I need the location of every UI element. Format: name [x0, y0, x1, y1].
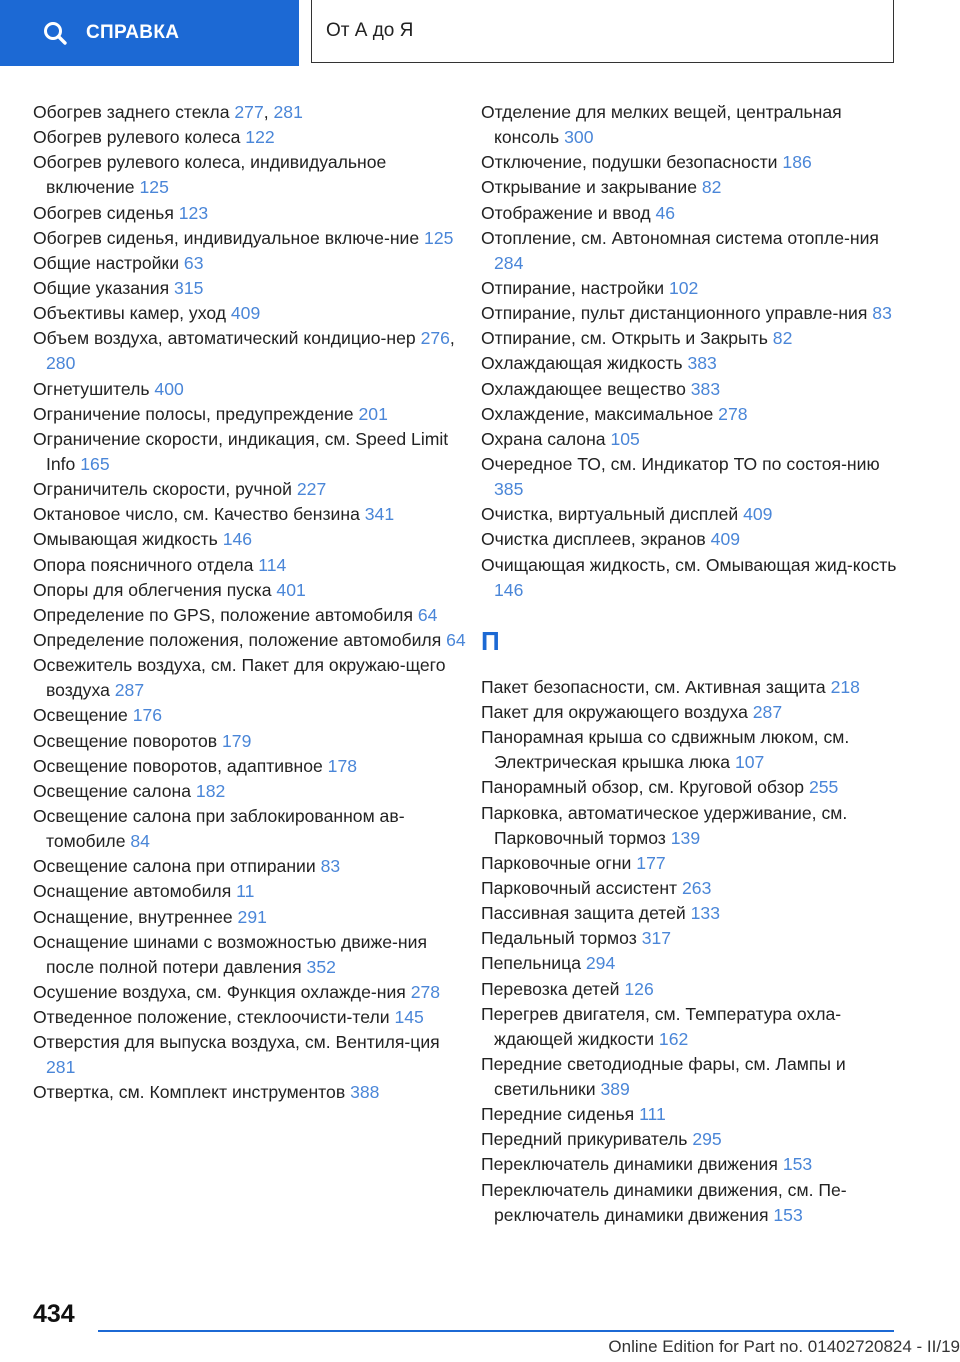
index-entry: [481, 851, 901, 876]
index-entry: [481, 553, 901, 603]
page-reference-link[interactable]: 102: [668, 277, 699, 298]
index-entry: [481, 951, 901, 976]
page-reference-link[interactable]: 46: [655, 202, 676, 223]
page-reference-link[interactable]: 281: [46, 1057, 76, 1078]
index-entry-term: Парковка, автоматическое удерживание, см. Парковочный тормоз: [481, 802, 848, 848]
index-entry: [33, 854, 473, 879]
index-entry-term: Отображение и ввод: [481, 202, 651, 223]
page-reference-link[interactable]: 277: [234, 102, 264, 122]
index-entry: [33, 905, 473, 930]
index-entry-term: Обогрев заднего стекла: [33, 102, 230, 122]
index-entry: [481, 1052, 901, 1102]
section-o-entries: [481, 100, 901, 603]
index-entry: [33, 1005, 473, 1030]
index-entry: [33, 980, 473, 1005]
index-entry: [481, 100, 901, 150]
page-reference-link[interactable]: 176: [132, 705, 163, 726]
index-entry-term: Парковочный ассистент: [481, 877, 678, 898]
index-entry-term: Перегрев двигателя, см. Температура охла‐ждающей жидкости: [481, 1003, 842, 1049]
index-column-left: [33, 100, 473, 1106]
index-entry-term: Опора поясничного отдела: [33, 554, 254, 575]
page-reference-link[interactable]: 123: [178, 202, 209, 223]
index-entry: [33, 402, 473, 427]
page-reference-link[interactable]: 383: [690, 378, 721, 399]
page-reference-link[interactable]: 300: [564, 127, 594, 148]
index-entry-term: Очищающая жидкость, см. Омывающая жид‐кость: [481, 554, 897, 575]
index-entry: [33, 301, 473, 326]
index-entry-term: Отключение, подушки безопасности: [481, 152, 778, 173]
index-entry: [481, 1127, 901, 1152]
index-entry: [481, 801, 901, 851]
index-entry: [481, 201, 901, 226]
index-entry: [33, 377, 473, 402]
index-entry-term: Омывающая жидкость: [33, 529, 218, 550]
section-p-entries: [481, 675, 901, 1228]
index-entry-term: Очистка дисплеев, экранов: [481, 529, 706, 550]
index-entry-term: Обогрев рулевого колеса, индивидуальное включение: [33, 152, 387, 198]
index-entry-term: Переключатель динамики движения, см. Пе‐реключатель динамики движения: [481, 1179, 847, 1225]
page-reference-link[interactable]: 126: [624, 978, 654, 999]
index-entry-term: Освещение салона при отпирании: [33, 856, 316, 877]
index-entry: [481, 452, 901, 502]
search-icon: [42, 20, 68, 46]
page-reference-link[interactable]: 263: [682, 877, 712, 898]
index-entry: [481, 351, 901, 376]
index-entry-term: Отделение для мелких вещей, центральная консоль: [481, 102, 842, 148]
index-entry-term: Педальный тормоз: [481, 928, 637, 949]
index-entry: [481, 926, 901, 951]
page-reference-link[interactable]: 280: [46, 353, 76, 374]
index-entry: [33, 527, 473, 552]
page-reference-link[interactable]: 84: [130, 831, 150, 852]
index-entry: [33, 779, 473, 804]
index-entry: [481, 527, 901, 552]
index-entry: [33, 628, 473, 653]
page-reference-link[interactable]: 111: [639, 1104, 666, 1125]
index-entry-term: Пепельница: [481, 953, 581, 974]
page-reference-link[interactable]: 82: [772, 328, 793, 349]
page-reference-link[interactable]: 295: [692, 1129, 722, 1150]
index-entry-term: Обогрев рулевого колеса: [33, 127, 241, 148]
index-entry-term: Оснащение шинами с возможностью движе‐ния после полной потери давления: [33, 931, 427, 977]
page-reference-link[interactable]: 281: [273, 102, 303, 122]
index-entry: [481, 226, 901, 276]
page-reference-link[interactable]: 284: [494, 252, 524, 273]
page-reference-link[interactable]: 383: [687, 353, 717, 374]
index-entry-term: Определение по GPS, положение автомобиля: [33, 604, 413, 625]
index-entry: [481, 1178, 901, 1228]
page-reference-link[interactable]: 315: [174, 277, 204, 298]
index-entry: [33, 251, 473, 276]
index-entry: [481, 1102, 901, 1127]
index-entry-term: Пакет для окружающего воздуха: [481, 701, 748, 722]
index-entry: Обогрев заднего стекла 277, 281: [33, 102, 303, 122]
index-entry: [33, 1080, 473, 1105]
page-reference-link[interactable]: 409: [743, 504, 773, 525]
page-reference-link[interactable]: 153: [773, 1204, 803, 1225]
index-entry-term: Осушение воздуха, см. Функция охлажде‐ния: [33, 981, 406, 1002]
page-reference-link[interactable]: 107: [734, 752, 765, 773]
page-reference-link[interactable]: 122: [245, 127, 275, 148]
index-entry: [33, 1030, 473, 1080]
page-reference-link[interactable]: 145: [394, 1007, 424, 1028]
index-entry-term: Переключатель динамики движения: [481, 1154, 778, 1175]
page-reference-link[interactable]: 385: [494, 479, 524, 500]
index-entry-term: Оснащение, внутреннее: [33, 906, 233, 927]
page-reference-link[interactable]: 64: [417, 604, 438, 625]
index-entry: [33, 427, 473, 477]
page-reference-link[interactable]: 287: [114, 680, 145, 701]
index-entry-term: Отвертка, см. Комплект инструментов: [33, 1082, 346, 1103]
index-entry-term: Определение положения, положение автомобиля: [33, 629, 442, 650]
page-reference-link[interactable]: 179: [222, 730, 252, 751]
index-entry: [481, 725, 901, 775]
index-entry-term: Охлаждающее вещество: [481, 378, 686, 399]
page-reference-link[interactable]: 276: [420, 328, 450, 349]
index-entry: [481, 150, 901, 175]
index-entry: [33, 729, 473, 754]
index-entry-term: Охлаждение, максимальное: [481, 403, 714, 424]
index-entry: [481, 901, 901, 926]
page-reference-link[interactable]: 201: [358, 403, 388, 424]
page-reference-link[interactable]: 287: [752, 701, 783, 722]
index-entry: [481, 326, 901, 351]
index-entry-term: Отпирание, пульт дистанционного управле‐ния: [481, 303, 868, 324]
index-entry-term: Обогрев сиденья: [33, 202, 174, 223]
index-entry: [33, 653, 473, 703]
edition-text: Online Edition for Part no. 01402720824 - II/19: [608, 1337, 960, 1356]
search-tab[interactable]: [0, 0, 299, 66]
page-reference-link[interactable]: 227: [296, 479, 327, 500]
page-reference-link[interactable]: 162: [658, 1028, 689, 1049]
page-reference-link[interactable]: 11: [236, 881, 255, 902]
page-reference-link[interactable]: 165: [80, 453, 110, 474]
index-entry: [33, 578, 473, 603]
page-reference-link[interactable]: 186: [782, 152, 812, 173]
index-entry: [33, 201, 473, 226]
page-reference-link[interactable]: 389: [600, 1079, 630, 1100]
page-reference-link[interactable]: 63: [183, 252, 204, 273]
page-reference-link[interactable]: 218: [830, 676, 860, 697]
index-entry-term: Опоры для облегчения пуска: [33, 579, 272, 600]
index-entry-term: Отпирание, см. Открыть и Закрыть: [481, 328, 768, 349]
index-entry: [481, 301, 901, 326]
index-entry-term: Панорамный обзор, см. Круговой обзор: [481, 777, 805, 798]
index-entry: [33, 150, 473, 200]
page-reference-link[interactable]: 153: [782, 1154, 813, 1175]
page-reference-link[interactable]: 291: [237, 906, 267, 927]
index-entry: [481, 876, 901, 901]
page-reference-link[interactable]: 105: [610, 428, 640, 449]
index-entry: [481, 175, 901, 200]
index-entry: [481, 377, 901, 402]
page-reference-link[interactable]: 125: [139, 177, 169, 198]
index-entry-term: Отпирание, настройки: [481, 277, 665, 298]
page-reference-link[interactable]: 255: [808, 777, 839, 798]
page-reference-link[interactable]: 294: [585, 953, 616, 974]
index-entry-term: Освещение поворотов, адаптивное: [33, 755, 323, 776]
index-entry-term: Очистка, виртуальный дисплей: [481, 504, 739, 525]
page-reference-link[interactable]: 83: [872, 303, 892, 324]
page-reference-link[interactable]: 64: [446, 629, 466, 650]
index-entry-term: Открывание и закрывание: [481, 177, 697, 198]
index-entry: [481, 700, 901, 725]
index-entry-term: Освещение салона: [33, 780, 192, 801]
index-entry: [33, 553, 473, 578]
index-entry-term: Отверстия для выпуска воздуха, см. Вентиля‐ция: [33, 1032, 440, 1053]
index-entry: Объем воздуха, автоматический кондицио‐нер 276, 280: [33, 328, 455, 374]
index-entry: [481, 775, 901, 800]
index-entry-term: Пакет безопасности, см. Активная защита: [481, 676, 826, 697]
index-entry: [33, 276, 473, 301]
index-entry: [481, 402, 901, 427]
index-entry: [33, 502, 473, 527]
page-reference-link[interactable]: 177: [636, 852, 666, 873]
index-entry: [481, 427, 901, 452]
index-entry: [481, 675, 901, 700]
page-reference-link[interactable]: 125: [424, 227, 454, 248]
page-reference-link[interactable]: 139: [670, 827, 701, 848]
index-entry-term: Передний прикуриватель: [481, 1129, 688, 1150]
index-tab[interactable]: [311, 0, 894, 63]
index-entry-term: Очередное ТО, см. Индикатор ТО по состоя‐нию: [481, 453, 880, 474]
page-reference-link[interactable]: 114: [258, 554, 287, 575]
index-column-right: [481, 100, 901, 1228]
index-entry-term: Общие настройки: [33, 252, 180, 273]
section-letter-p: П: [481, 625, 500, 656]
page-reference-link[interactable]: 341: [364, 504, 395, 525]
index-entry-term: Охрана салона: [481, 428, 606, 449]
index-entry-term: Парковочные огни: [481, 852, 632, 873]
page-reference-link[interactable]: 409: [710, 529, 741, 550]
index-entry: [481, 977, 901, 1002]
index-entry-term: Панорамная крыша со сдвижным люком, см. Электрическая крышка люка: [481, 727, 850, 773]
page-number: 434: [33, 1300, 75, 1328]
index-entry-term: Пассивная защита детей: [481, 903, 686, 924]
index-entry-term: Отведенное положение, стеклоочисти‐тели: [33, 1007, 390, 1028]
index-entry: [33, 603, 473, 628]
page-reference-link[interactable]: 133: [690, 903, 720, 924]
index-entry: [33, 754, 473, 779]
index-entry: [481, 502, 901, 527]
page-reference-link[interactable]: 83: [320, 856, 341, 877]
index-entry: [33, 477, 473, 502]
index-entry-term: Отопление, см. Автономная система отопле‐ния: [481, 227, 879, 248]
index-entry-term: Объективы камер, уход: [33, 303, 226, 324]
page-reference-link[interactable]: 146: [494, 579, 524, 600]
index-entry-term: Передние светодиодные фары, см. Лампы и светильники: [481, 1053, 846, 1100]
index-entry: [33, 930, 473, 980]
page-reference-link[interactable]: 182: [195, 780, 226, 801]
page-reference-link[interactable]: 409: [230, 303, 261, 324]
page-reference-link[interactable]: 278: [718, 403, 748, 424]
index-entry-term: Оснащение автомобиля: [33, 881, 232, 902]
index-entry-term: Передние сиденья: [481, 1104, 635, 1125]
index-entry-term: Перевозка детей: [481, 978, 620, 999]
page-reference-link[interactable]: 82: [701, 177, 722, 198]
page-reference-link[interactable]: 401: [276, 579, 306, 600]
footer-divider: [98, 1330, 894, 1332]
index-entry-term: Ограничение скорости, индикация, см. Speed Limit Info: [33, 428, 449, 474]
index-entry-term: Освещение: [33, 705, 128, 726]
index-entry: [33, 226, 473, 251]
index-entry-term: Освещение салона при заблокированном ав‐томобиле: [33, 805, 405, 852]
search-tab-label: СПРАВКА: [86, 22, 180, 43]
index-entry-term: Освежитель воздуха, см. Пакет для окружаю‐щего воздуха: [33, 655, 446, 701]
index-entry-term: Общие указания: [33, 277, 170, 298]
page-reference-link[interactable]: 388: [350, 1082, 380, 1103]
index-entry-term: Объем воздуха, автоматический кондицио‐нер: [33, 328, 416, 349]
index-entry: [33, 703, 473, 728]
index-entry-term: Освещение поворотов: [33, 730, 218, 751]
index-entry: [481, 1002, 901, 1052]
index-tab-label: От А до Я: [326, 20, 414, 41]
page-reference-link[interactable]: 178: [327, 755, 358, 776]
page-reference-link[interactable]: 352: [306, 956, 336, 977]
page-reference-link[interactable]: 146: [222, 529, 253, 550]
page-reference-link[interactable]: 317: [641, 928, 672, 949]
index-entry: [33, 804, 473, 854]
page-reference-link[interactable]: 278: [410, 981, 441, 1002]
index-entry: [481, 1152, 901, 1177]
index-entry: [33, 125, 473, 150]
index-entry-term: Ограничение полосы, предупреждение: [33, 403, 354, 424]
index-entry-term: Обогрев сиденья, индивидуальное включе‐ние: [33, 227, 420, 248]
index-entry: [33, 879, 473, 904]
index-entry-term: Ограничитель скорости, ручной: [33, 479, 292, 500]
index-entry-term: Охлаждающая жидкость: [481, 353, 683, 374]
index-entry-term: Огнетушитель: [33, 378, 150, 399]
index-entry-term: Октановое число, см. Качество бензина: [33, 504, 360, 525]
index-entry: [481, 276, 901, 301]
page-reference-link[interactable]: 400: [154, 378, 184, 399]
